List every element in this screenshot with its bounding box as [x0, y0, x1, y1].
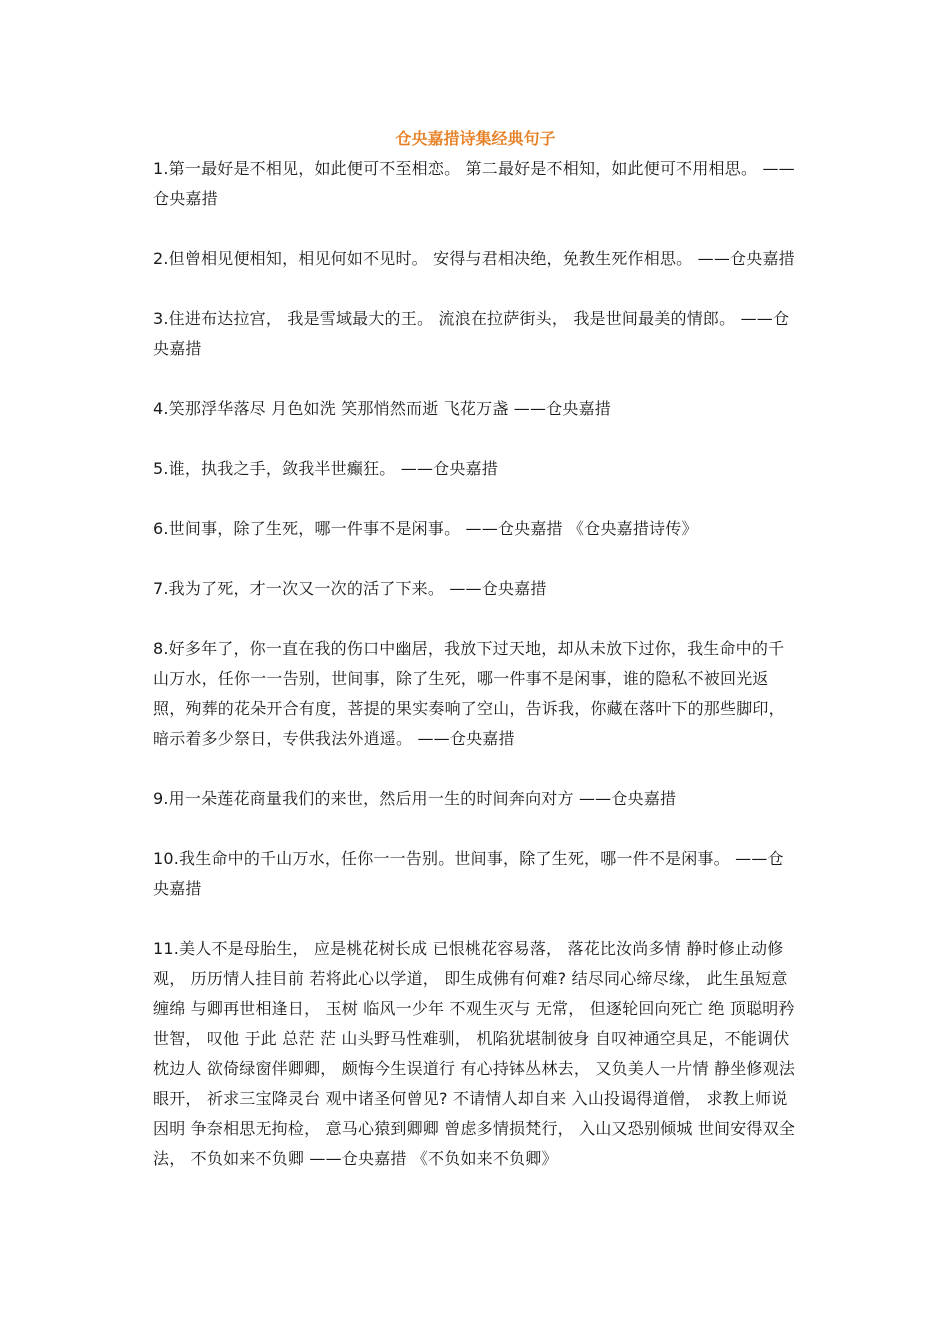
quote-8: 8.好多年了，你一直在我的伤口中幽居，我放下过天地，却从未放下过你，我生命中的千山万水，任你一一告别，世间事，除了生死，哪一件事不是闲事，谁的隐私不被回光返照，殉葬的花朵开合有度，菩提的果实奏响了空山，告诉我，你藏在落叶下的那些脚印，暗示着多少祭日，专供我法外逍遥。 ——仓央嘉措 [153, 639, 785, 748]
quote-9: 9.用一朵莲花商量我们的来世，然后用一生的时间奔向对方 ——仓央嘉措 [153, 789, 677, 808]
quote-11: 11.美人不是母胎生， 应是桃花树长成 已恨桃花容易落， 落花比汝尚多情 静时修止动修观， 历历情人挂目前 若将此心以学道， 即生成佛有何难? 结尽同心缔尽缘， 此生虽短意缠绵 与卿再世相逢日， 玉树 临风一少年 不观生灭与 无常， 但逐轮回向死亡 绝 顶聪明矜 世智， 叹他 于此 总茫 茫 山头野马性难驯， 机陷犹堪制彼身 自叹神通空具足，不能调伏枕边人 欲倚绿窗伴卿卿， 颇悔今生误道行 有心持钵丛林去， 又负美人一片情 静坐修观法眼开， 祈求三宝降灵台 观中诸圣何曾见? 不请情人却自来 入山投谒得道僧， 求教上师说因明 争奈相思无拘检， 意马心猿到卿卿 曾虑多情损梵行， 入山又恐别倾城 世间安得双全法， 不负如来不负卿 ——仓央嘉措 《不负如来不负卿》 [153, 939, 796, 1168]
document-page [153, 124, 798, 1204]
quote-10: 10.我生命中的千山万水，任你一一告别。世间事，除了生死，哪一件不是闲事。 ——仓央嘉措 [153, 849, 784, 898]
quote-7: 7.我为了死，才一次又一次的活了下来。 ——仓央嘉措 [153, 579, 547, 598]
quote-6: 6.世间事，除了生死，哪一件事不是闲事。 ——仓央嘉措 《仓央嘉措诗传》 [153, 519, 698, 538]
quote-3: 3.住进布达拉宫， 我是雪域最大的王。 流浪在拉萨街头， 我是世间最美的情郎。 ——仓央嘉措 [153, 309, 790, 358]
quote-5: 5.谁，执我之手，敛我半世癫狂。 ——仓央嘉措 [153, 459, 498, 478]
quote-4: 4.笑那浮华落尽 月色如洗 笑那悄然而逝 飞花万盏 ——仓央嘉措 [153, 399, 612, 418]
quote-2: 2.但曾相见便相知，相见何如不见时。 安得与君相决绝，免教生死作相思。 ——仓央嘉措 [153, 249, 795, 268]
quote-1: 1.第一最好是不相见，如此便可不至相恋。 第二最好是不相知，如此便可不用相思。 ——仓央嘉措 [153, 159, 795, 208]
document-title: 仓央嘉措诗集经典句子 [395, 129, 556, 148]
